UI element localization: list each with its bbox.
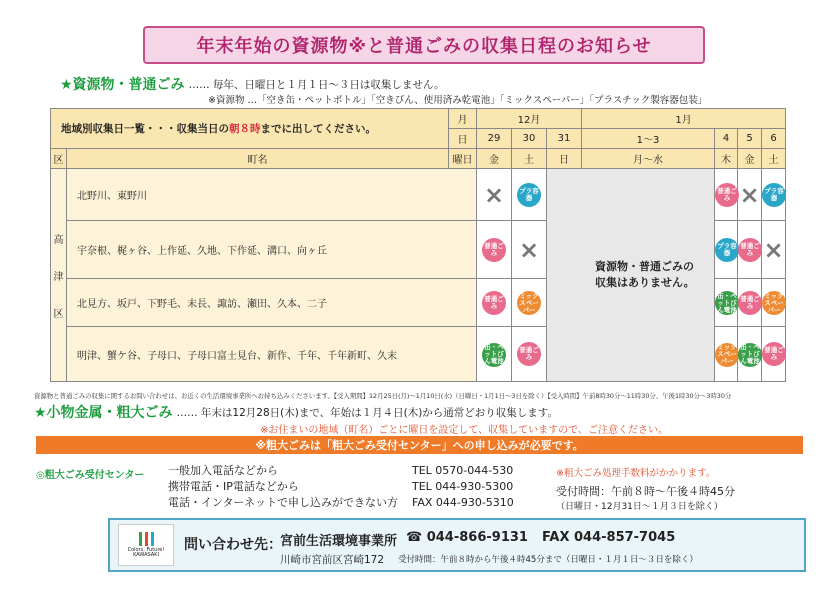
- notice-bar: ※粗大ごみは「粗大ごみ受付センター」への申し込みが必要です。: [36, 436, 803, 454]
- collection-badge: 普通ごみ: [738, 291, 762, 315]
- collection-cell: [477, 279, 512, 327]
- town-names: 北野川、東野川: [67, 169, 477, 221]
- holiday-block: [547, 169, 715, 382]
- section2-header: [34, 402, 558, 422]
- collection-cell: [762, 169, 786, 221]
- collection-badge: 普通ごみ: [762, 342, 786, 366]
- info-line: 資源物と普通ごみの収集に関するお問い合わせは、お近くの生活環境事業所へお持ち込みくださいます。【受入期間】12月25日(月)～1月10日(水)（日曜日・1月1日～3日を除く）【受入時間】午前8時30分～11時30分、午後1時30分～3時30分: [34, 392, 732, 400]
- collection-cell: [738, 221, 762, 279]
- town-names: 宇奈根、梶ヶ谷、上作延、久地、下作延、溝口、向ヶ丘: [67, 221, 477, 279]
- date-cell: 1～3: [582, 129, 715, 149]
- contact-tel[interactable]: ☎ 044-866-9131: [406, 530, 528, 545]
- date-cell: 29: [477, 129, 512, 149]
- day-label: 日: [449, 129, 477, 149]
- ward-char: 高: [53, 234, 64, 246]
- no-collection-message: 資源物・普通ごみの収集はありません。: [595, 259, 695, 289]
- center-hours-note: （日曜日・12月31日～１月３日を除く）: [556, 502, 723, 512]
- section2-subnote: ※お住まいの地域（町名）ごとに曜日を設定して、収集していますので、ご注意ください。: [260, 425, 668, 436]
- collection-cell: [715, 221, 738, 279]
- collection-badge: ミックスペーパー: [762, 291, 786, 315]
- collection-cell: [715, 169, 738, 221]
- collection-cell: [477, 221, 512, 279]
- section1-note: …… 毎年、日曜日と１月１日～３日は収集しません。: [188, 78, 445, 91]
- month-12: 12月: [477, 109, 582, 129]
- date-cell: 31: [547, 129, 582, 149]
- page-title: 年末年始の資源物※と普通ごみの収集日程のお知らせ: [196, 36, 652, 57]
- center-tel2[interactable]: TEL 044-930-5300: [412, 480, 514, 493]
- collection-badge: ミックスペーパー: [517, 291, 541, 315]
- fee-note: ※粗大ごみ処理手数料がかかります。: [556, 468, 716, 479]
- collection-cell: [738, 279, 762, 327]
- collection-cell: [762, 221, 786, 279]
- schedule-table: [50, 108, 786, 382]
- weekday-cell: 木: [715, 149, 738, 169]
- logo-text: Colors, Future! KAWASAKI: [127, 546, 165, 558]
- weekday-cell: 金: [477, 149, 512, 169]
- contact-address: 川崎市宮前区宮崎172: [280, 554, 385, 566]
- weekday-cell: 土: [512, 149, 547, 169]
- collection-badge: プラ容器: [762, 183, 786, 207]
- collection-badge: 缶・ペットびん電池: [715, 291, 739, 315]
- collection-cell: [762, 279, 786, 327]
- collection-cell: [738, 327, 762, 382]
- section1-heading: ★資源物・普通ごみ: [60, 77, 185, 93]
- section1-footnote: ※資源物 …「空き缶・ペットボトル」「空きびん、使用済み乾電池」「ミックスペーパー」「プラスチック製容器包装」: [208, 95, 708, 106]
- collection-cell: [477, 169, 512, 221]
- town-label: 町名: [67, 149, 449, 169]
- no-collection-mark: ×: [518, 235, 540, 264]
- weekday-cell: 土: [762, 149, 786, 169]
- collection-cell: [715, 327, 738, 382]
- weekday-cell: 月～水: [582, 149, 715, 169]
- collection-badge: 普通ごみ: [482, 291, 506, 315]
- weekday-label: 曜日: [449, 149, 477, 169]
- weekday-cell: 日: [547, 149, 582, 169]
- contact-hours: 受付時間：午前８時から午後４時45分まで（日曜日・１月１日～３日を除く）: [398, 555, 698, 565]
- collection-badge: プラ容器: [715, 238, 739, 262]
- ward-char: 区: [53, 308, 64, 320]
- center-numbers: [412, 463, 514, 511]
- ward-cell: [51, 169, 67, 382]
- collection-badge: 缶・ペットびん電池: [738, 343, 762, 367]
- collection-cell: [512, 221, 547, 279]
- ward-char: 津: [53, 271, 64, 283]
- month-1: 1月: [582, 109, 786, 129]
- date-cell: 4: [715, 129, 738, 149]
- city-logo: [118, 524, 174, 566]
- collection-cell: [738, 169, 762, 221]
- center-tel1[interactable]: TEL 0570-044-530: [412, 464, 514, 477]
- no-collection-mark: ×: [483, 180, 505, 209]
- town-names: 明津、蟹ケ谷、子母口、子母口富士見台、新作、千年、千年新町、久末: [67, 327, 477, 382]
- collection-badge: 普通ごみ: [715, 183, 739, 207]
- ward-label: 区: [51, 149, 67, 169]
- collection-badge: プラ容器: [517, 183, 541, 207]
- weekday-cell: 金: [738, 149, 762, 169]
- section1-header: [60, 74, 445, 94]
- contact-office: 宮前生活環境事業所: [280, 534, 398, 549]
- collection-badge: 普通ごみ: [517, 342, 541, 366]
- table-caption: 地域別収集日一覧・・・収集当日の朝８時までに出してください。: [51, 109, 449, 149]
- no-collection-mark: ×: [739, 180, 760, 209]
- date-cell: 30: [512, 129, 547, 149]
- contact-label: 問い合わせ先：: [184, 537, 282, 553]
- logo-mark-icon: [139, 532, 154, 546]
- collection-cell: [715, 279, 738, 327]
- collection-badge: 普通ごみ: [738, 238, 762, 262]
- collection-badge: 缶・ペットびん電池: [482, 343, 506, 367]
- collection-cell: [762, 327, 786, 382]
- month-label: 月: [449, 109, 477, 129]
- date-cell: 6: [762, 129, 786, 149]
- title-banner: [143, 26, 705, 64]
- center-hours: 受付時間：午前８時～午後４時45分: [556, 485, 735, 498]
- collection-cell: [512, 279, 547, 327]
- no-collection-mark: ×: [763, 235, 784, 264]
- center-lines: [168, 463, 398, 511]
- collection-cell: [512, 327, 547, 382]
- center-label: ◎粗大ごみ受付センター: [36, 470, 145, 481]
- collection-badge: 普通ごみ: [482, 238, 506, 262]
- town-names: 北見方、坂戸、下野毛、末長、諏訪、瀬田、久本、二子: [67, 279, 477, 327]
- date-cell: 5: [738, 129, 762, 149]
- contact-fax[interactable]: FAX 044-857-7045: [542, 530, 676, 545]
- center-line3: 電話・インターネットで申し込みができない方: [168, 496, 399, 509]
- section2-heading: ★小物金属・粗大ごみ: [34, 405, 173, 421]
- collection-cell: [512, 169, 547, 221]
- center-hours-block: [556, 465, 735, 512]
- center-fax[interactable]: FAX 044-930-5310: [412, 496, 514, 509]
- contact-box: [108, 518, 806, 572]
- section2-note: …… 年末は12月28日(木)まで、年始は１月４日(木)から通常どおり収集します。: [176, 406, 558, 419]
- collection-badge: ミックスペーパー: [715, 343, 739, 367]
- center-line1: 一般加入電話などから: [168, 464, 278, 477]
- table-row: [51, 169, 786, 221]
- center-line2: 携帯電話・IP電話などから: [168, 480, 299, 493]
- collection-cell: [477, 327, 512, 382]
